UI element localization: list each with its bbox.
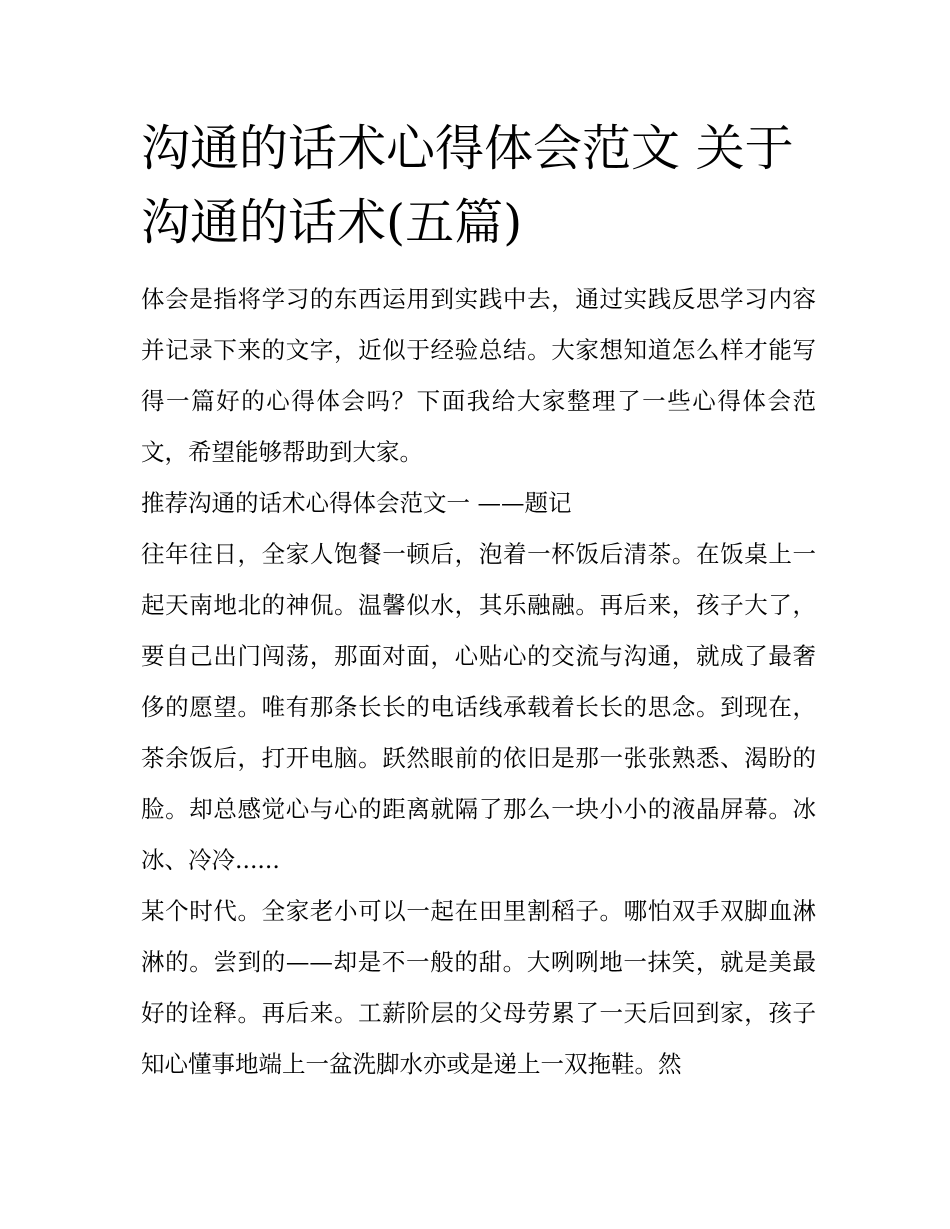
document-title: 沟通的话术心得体会范文 关于沟通的话术(五篇)	[141, 120, 794, 251]
section-heading: 推荐沟通的话术心得体会范文一 ——题记	[141, 489, 572, 517]
document-page	[141, 112, 816, 1090]
body-paragraph-1: 往年往日，全家人饱餐一顿后，泡着一杯饭后清茶。在饭桌上一起天南地北的神侃。温馨似水，其乐融融。再后来，孩子大了，要自己出门闯荡，那面对面，心贴心的交流与沟通，就成了最奢侈的愿望。唯有那条长长的电话线承载着长长的思念。到现在，茶余饭后，打开电脑。跃然眼前的依旧是那一张张熟悉、渴盼的脸。却总感觉心与心的距离就隔了那么一块小小的液晶屏幕。冰冰、冷冷......	[141, 540, 816, 874]
body-paragraph-2: 某个时代。全家老小可以一起在田里割稻子。哪怕双手双脚血淋淋的。尝到的——却是不一般的甜。大咧咧地一抹笑，就是美最好的诠释。再后来。工薪阶层的父母劳累了一天后回到家，孩子知心懂事地端上一盆洗脚水亦或是递上一双拖鞋。然	[141, 897, 816, 1078]
intro-paragraph: 体会是指将学习的东西运用到实践中去，通过实践反思学习内容并记录下来的文字，近似于经验总结。大家想知道怎么样才能写得一篇好的心得体会吗？下面我给大家整理了一些心得体会范文，希望能够帮助到大家。	[141, 285, 816, 466]
